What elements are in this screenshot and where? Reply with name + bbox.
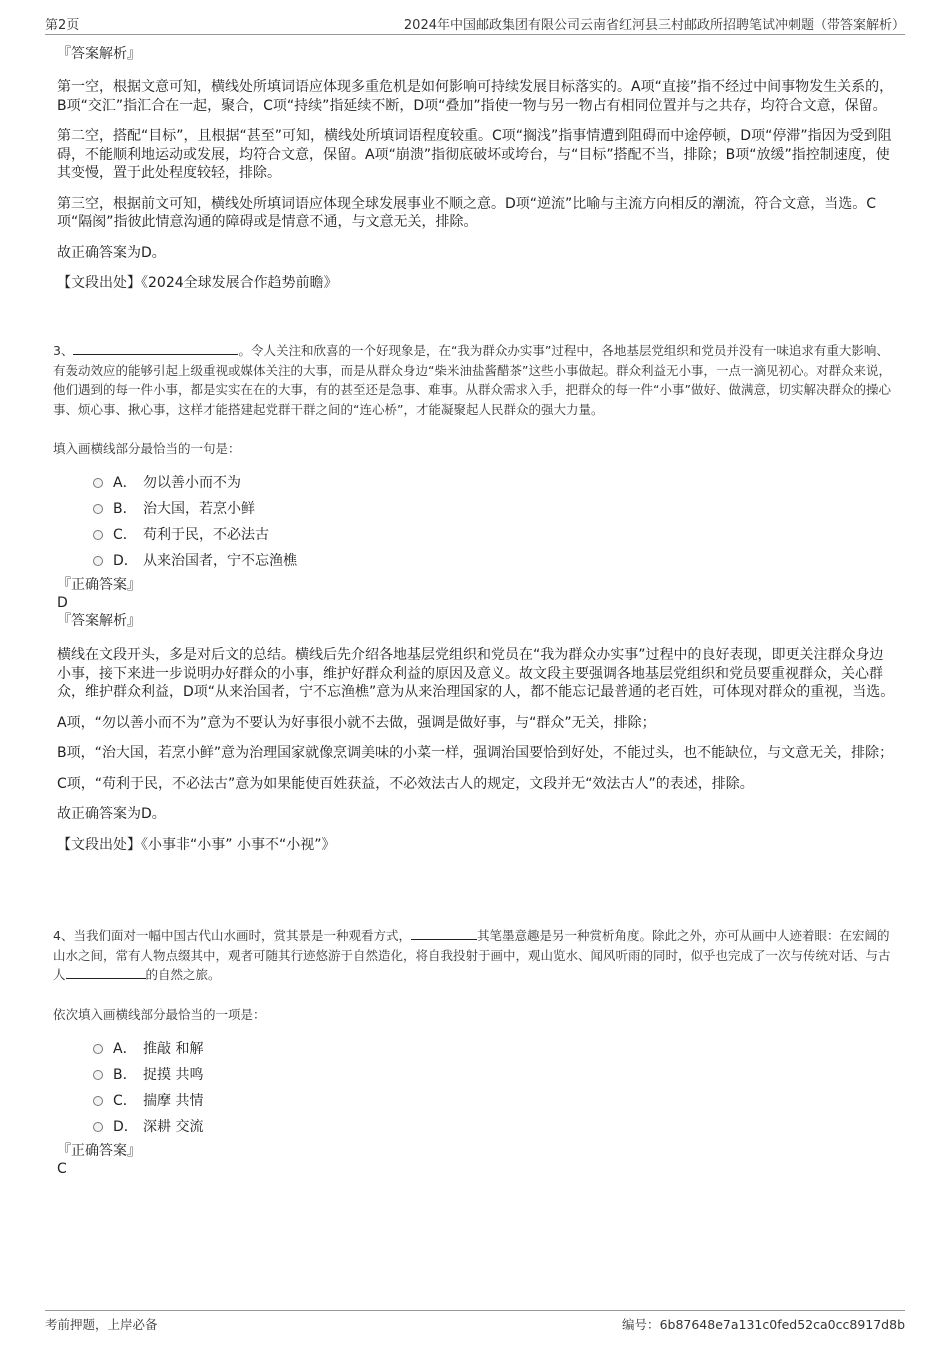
answer-block [53,1142,897,1178]
option-a[interactable]: A． 勿以善小而不为 [93,470,897,496]
correct-answer-sentence: 故正确答案为D。 [57,806,166,822]
correct-answer-sentence: 故正确答案为D。 [57,244,166,261]
footer-slogan: 考前押题，上岸必备 [45,1317,158,1332]
answer-blank [73,342,238,355]
radio-icon[interactable] [93,478,103,488]
option-b[interactable]: B． 治大国，若烹小鲜 [93,496,897,522]
passage-source: 【文段出处】《2024全球发展合作趋势前瞻》 [57,275,338,291]
page-footer [45,1310,905,1335]
radio-icon[interactable] [93,1044,103,1054]
option-b[interactable]: B． 捉摸 共鸣 [93,1062,897,1088]
question-number: 4、 [53,928,74,943]
answer-blank [411,927,477,940]
analysis-paragraph: 第三空，根据前文可知，横线处所填词语应体现全球发展事业不顺之意。D项“逆流”比喻与主流方向相反的潮流，符合文意，当选。C项“隔阂”指彼此情意沟通的障碍或是情意不通，与文意无关，排除。 [57,195,877,230]
answer-blank [66,966,146,979]
correct-answer: D [57,595,68,611]
question-4 [53,926,897,1178]
analysis-paragraph: 横线在文段开头，多是对后文的总结。横线后先介绍各地基层党组织和党员在“我为群众办实事”过程中的良好表现，即更关注群众身边小事，接下来进一步说明办好群众的小事，维护好群众利益的原因及意义。故文段主要强调各地基层党组织和党员要重视群众，关心群众，维护群众利益，D项“从来治国者，宁不忘渔樵”意为从来治理国家的人，都不能忘记最普通的老百姓，可体现对群众的重视，当选。 [57,647,895,700]
analysis-paragraph: 第一空，根据文意可知，横线处所填词语应体现多重危机是如何影响可持续发展目标落实的。A项“直接”指不经过中间事物发生关系的，B项“交汇”指汇合在一起，聚合，C项“持续”指延续不断，D项“叠加”指使一物与另一物占有相同位置并与之共存，均符合文意，保留。 [57,79,894,114]
radio-icon[interactable] [93,1070,103,1080]
question-prompt: 填入画横线部分最恰当的一句是： [53,441,241,456]
analysis-label: 『答案解析』 [57,613,141,629]
page-number: 第2页 [45,18,80,33]
question-3 [53,341,897,854]
option-d[interactable]: D． 从来治国者，宁不忘渔樵 [93,548,897,574]
radio-icon[interactable] [93,504,103,514]
page-header [45,14,905,35]
option-list [93,470,897,574]
correct-answer: C [57,1160,67,1177]
radio-icon[interactable] [93,1122,103,1132]
correct-answer-label: 『正确答案』 [57,1142,141,1159]
radio-icon[interactable] [93,1096,103,1106]
document-title: 2024年中国邮政集团有限公司云南省红河县三村邮政所招聘笔试冲刺题（带答案解析） [403,18,905,33]
page-content [53,44,897,1177]
option-list [93,1036,897,1140]
question-stem: 4、当我们面对一幅中国古代山水画时，赏其景是一种观看方式， 其笔墨意趣是另一种赏析角度。除此之外，亦可从画中人迹着眼：在宏阔的山水之间，常有人物点缀其中，观者可随其行迹悠游于自然造化，将自我投射于画中，观山览水、闻风听雨的同时，似乎也完成了一次与传统对话、与古人 的自然之旅。 [53,928,891,982]
question-number: 3、 [53,343,74,358]
document-code: 编号：6b87648e7a131c0fed52ca0cc8917d8b [622,1317,905,1332]
radio-icon[interactable] [93,530,103,540]
question-stem [53,341,897,419]
option-a[interactable]: A． 推敲 和解 [93,1036,897,1062]
analysis-paragraph: 第二空，搭配“目标”，且根据“甚至”可知，横线处所填词语程度较重。C项“搁浅”指事情遭到阻碍而中途停顿，D项“停滞”指因为受到阻碍，不能顺利地运动或发展，均符合文意，保留。A项“崩溃”指彻底破坏或垮台，与“目标”搭配不当，排除；B项“放缓”指控制速度，使其变慢，置于此处程度较轻，排除。 [57,128,892,181]
radio-icon[interactable] [93,556,103,566]
q3-analysis [57,646,897,854]
analysis-paragraph: C项，“苟利于民，不必法古”意为如果能使百姓获益，不必效法古人的规定，文段并无“效法古人”的表述，排除。 [57,775,754,792]
question-text: 。令人关注和欣喜的一个好现象是，在“我为群众办实事”过程中，各地基层党组织和党员并没有一味追求有重大影响、有轰动效应的能够引起上级重视或媒体关注的大事，而是从群众身边“柴米油盐酱醋茶”这些小事做起。群众利益无小事，一点一滴见初心。对群众来说，他们遇到的每一件小事，都是实实在在的大事，有的甚至还是急事、难事。从群众需求入手，把群众的每一件“小事”做好、做满意，切实解决群众的操心事、烦心事、揪心事，这样才能搭建起党群干群之间的“连心桥”，才能凝聚起人民群众的强大力量。 [53,343,891,417]
question-prompt: 依次填入画横线部分最恰当的一项是： [53,1006,266,1022]
passage-source: 【文段出处】《小事非“小事” 小事不“小视”》 [57,836,336,853]
analysis-paragraph: A项，“勿以善小而不为”意为不要认为好事很小就不去做，强调是做好事，与“群众”无关，排除； [57,714,656,731]
answer-block [53,576,897,854]
option-c[interactable]: C． 揣摩 共情 [93,1088,897,1114]
correct-answer-label: 『正确答案』 [57,577,141,593]
analysis-paragraph: B项，“治大国，若烹小鲜”意为治理国家就像烹调美味的小菜一样，强调治国要恰到好处，不能过头，也不能缺位，与文意无关，排除； [57,745,894,761]
q2-analysis [57,78,897,293]
option-d[interactable]: D． 深耕 交流 [93,1114,897,1140]
option-c[interactable]: C． 苟利于民，不必法古 [93,522,897,548]
analysis-label: 『答案解析』 [57,46,141,62]
